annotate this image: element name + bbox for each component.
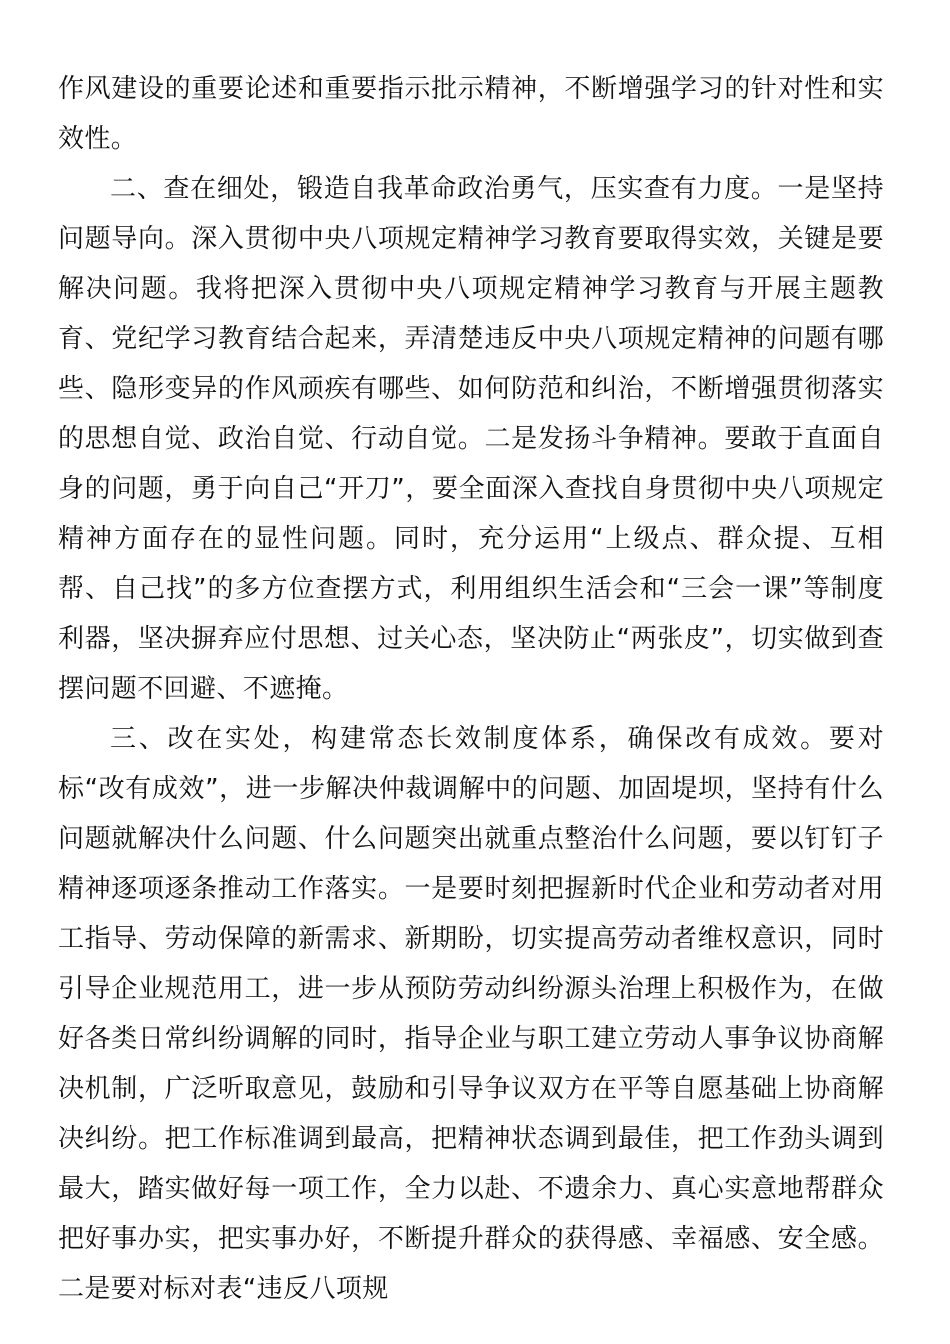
- paragraph-section-2: 二、查在细处，锻造自我革命政治勇气，压实查有力度。一是坚持问题导向。深入贯彻中央八项规定精神学习教育要取得实效，关键是要解决问题。我将把深入贯彻中央八项规定精神学习教育与开展主题教育、党纪学习教育结合起来，弄清楚违反中央八项规定精神的问题有哪些、隐形变异的作风顽疾有哪些、如何防范和纠治，不断增强贯彻落实的思想自觉、政治自觉、行动自觉。二是发扬斗争精神。要敢于直面自身的问题，勇于向自己“开刀”，要全面深入查找自身贯彻中央八项规定精神方面存在的显性问题。同时，充分运用“上级点、群众提、互相帮、自己找”的多方位查摆方式，利用组织生活会和“三会一课”等制度利器，坚决摒弃应付思想、过关心态，坚决防止“两张皮”，切实做到查摆问题不回避、不遮掩。: [58, 174, 884, 704]
- paragraph-section-3: 三、改在实处，构建常态长效制度体系，确保改有成效。要对标“改有成效”，进一步解决仲裁调解中的问题、加固堤坝，坚持有什么问题就解决什么问题、什么问题突出就重点整治什么问题，要以钉钉子精神逐项逐条推动工作落实。一是要时刻把握新时代企业和劳动者对用工指导、劳动保障的新需求、新期盼，切实提高劳动者维权意识，同时引导企业规范用工，进一步从预防劳动纠纷源头治理上积极作为，在做好各类日常纠纷调解的同时，指导企业与职工建立劳动人事争议协商解决机制，广泛听取意见，鼓励和引导争议双方在平等自愿基础上协商解决纠纷。把工作标准调到最高，把精神状态调到最佳，把工作劲头调到最大，踏实做好每一项工作，全力以赴、不遗余力、真心实意地帮群众把好事办实，把实事办好，不断提升群众的获得感、幸福感、安全感。二是要对标对表“违反八项规: [58, 724, 884, 1304]
- document-body: [58, 64, 884, 1314]
- paragraph-continued: 作风建设的重要论述和重要指示批示精神，不断增强学习的针对性和实效性。: [58, 74, 884, 154]
